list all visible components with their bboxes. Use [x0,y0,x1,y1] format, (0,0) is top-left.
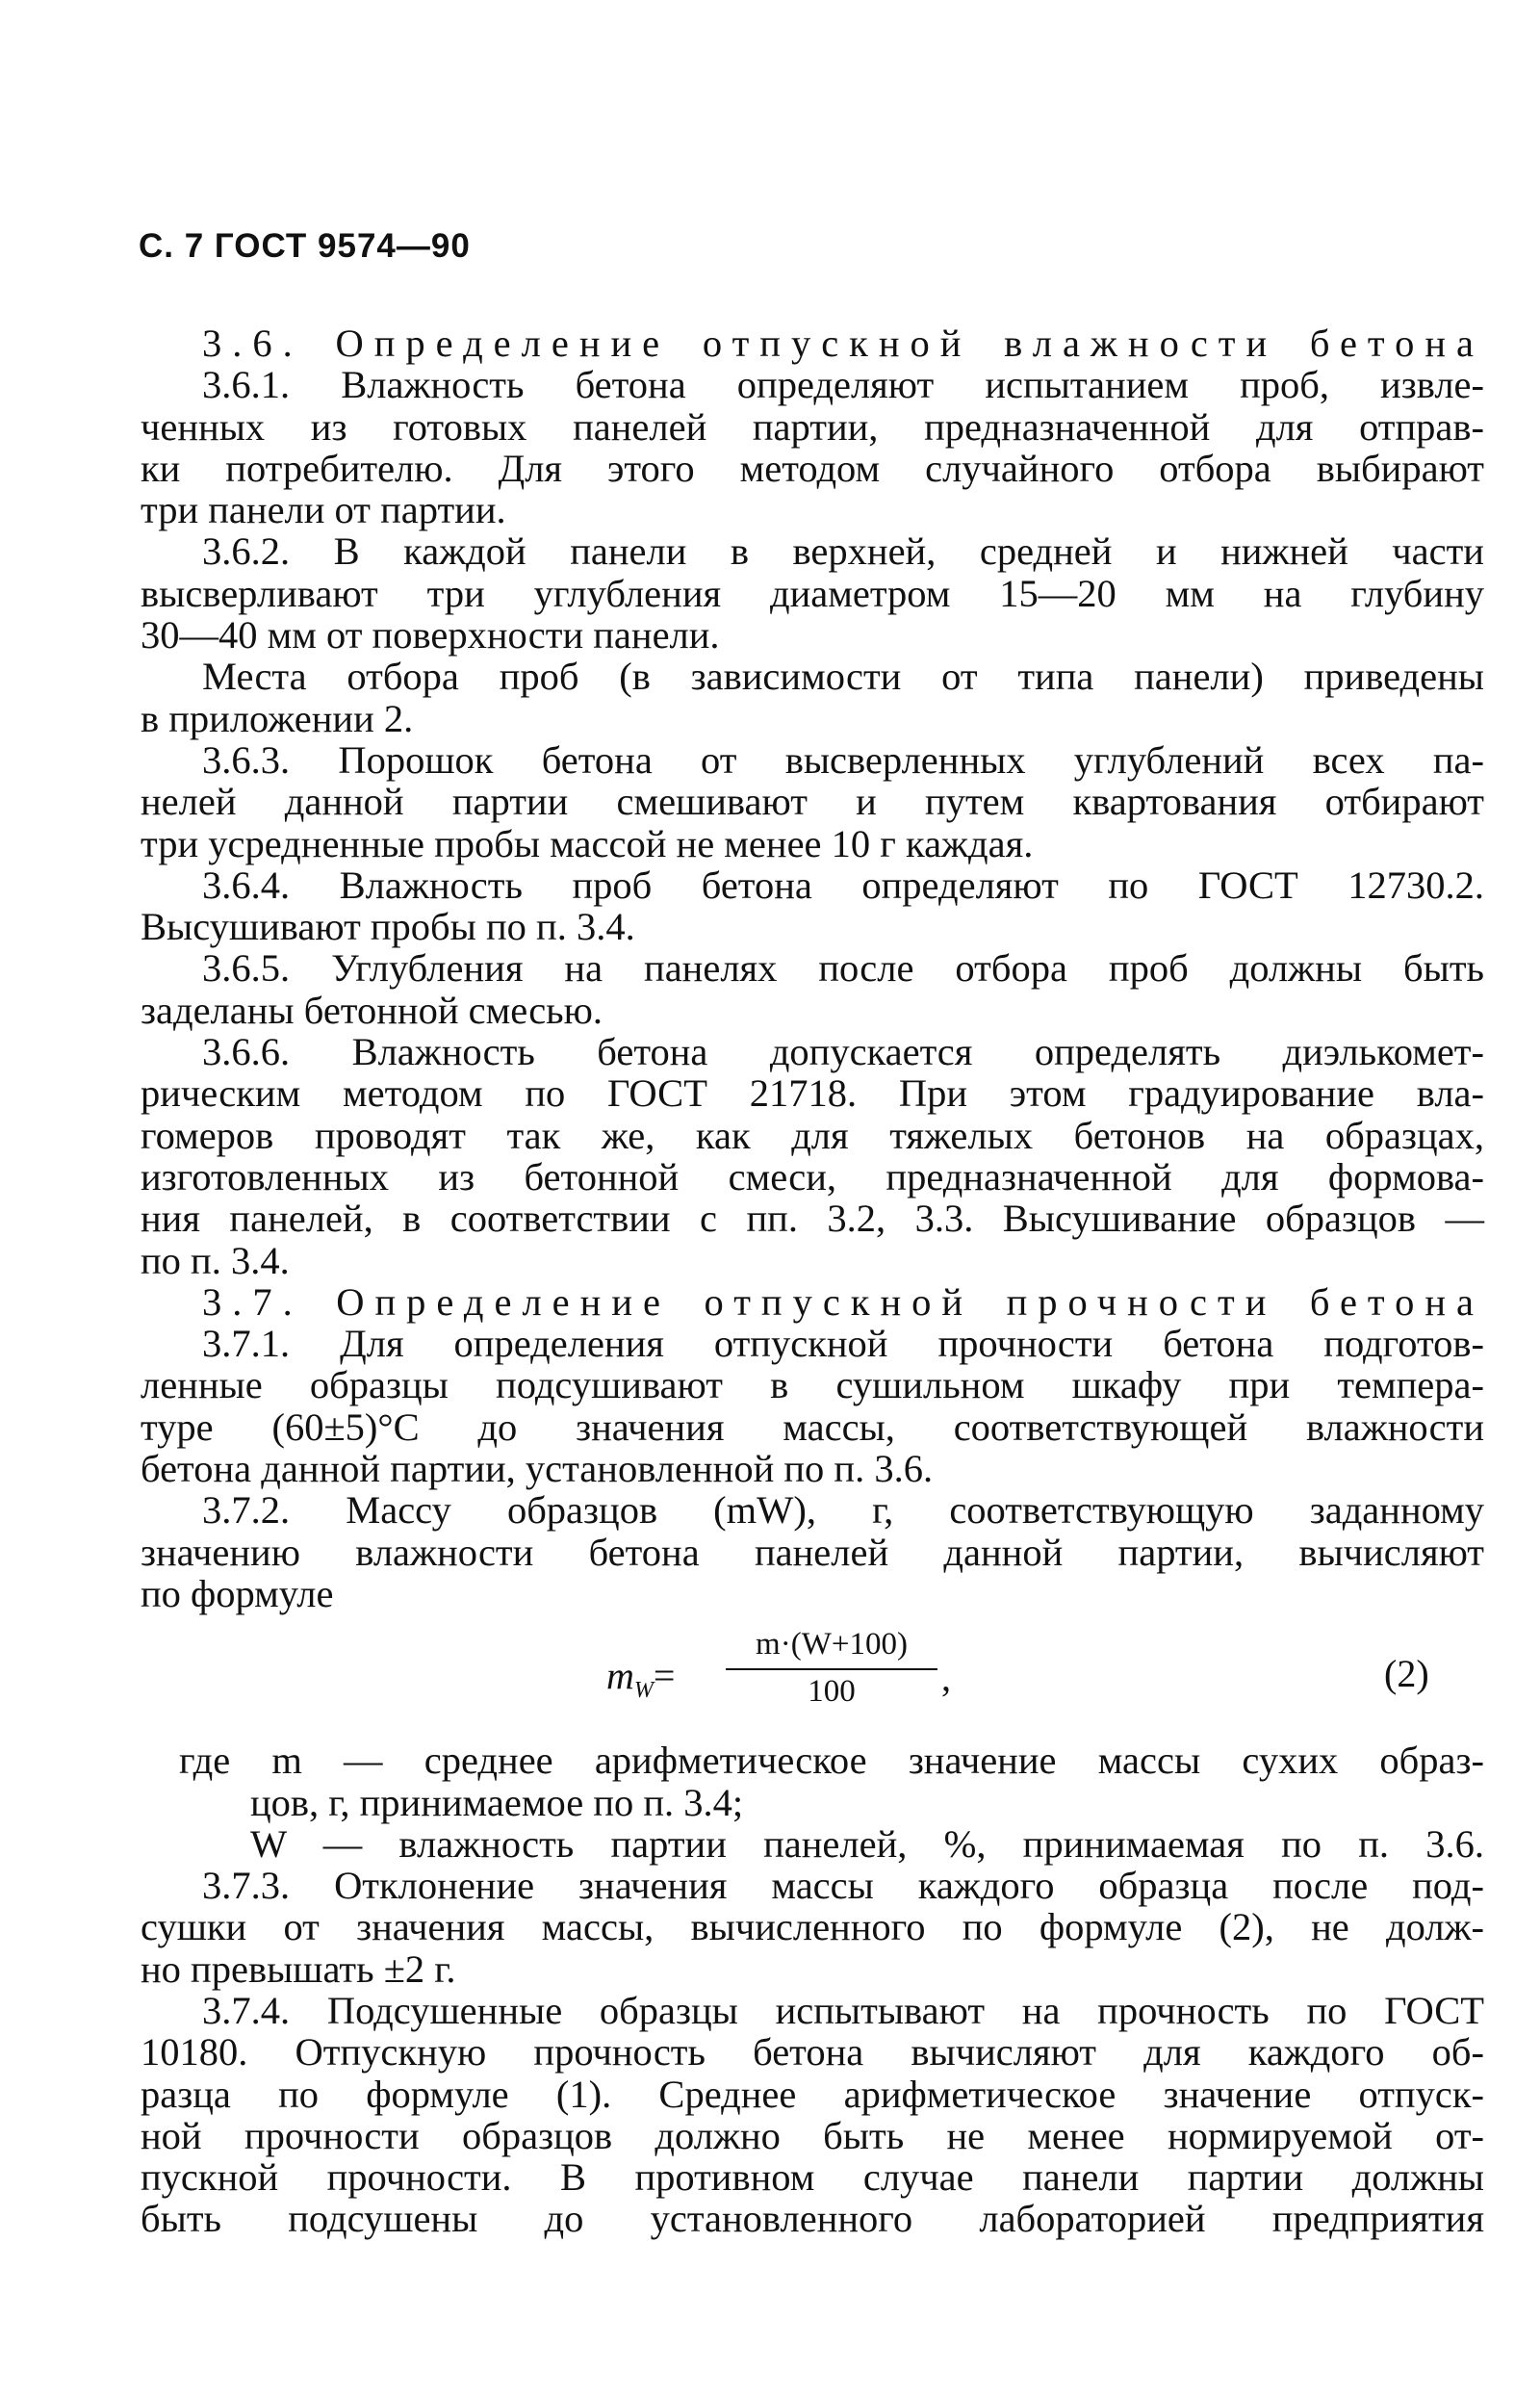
text-line: нелей данной партии смешивают и путем квартования отбирают [141,780,1484,824]
text-line: 3.7.1. Для определения отпускной прочности бетона подготов- [202,1322,1484,1366]
text-line: 3.6.2. В каждой панели в верхней, средней и нижней части [202,529,1484,574]
text-line: три панели от партии. [141,488,506,532]
formula-comma: , [941,1656,951,1700]
formula-2 [141,1614,1484,1740]
formula-number: (2) [1384,1652,1429,1696]
text-line: рическим методом по ГОСТ 21718. При этом градуирование вла- [141,1071,1484,1116]
text-line: заделаны бетонной смесью. [141,988,603,1032]
text-line: изготовленных из бетонной смеси, предназначенной для формова- [141,1154,1484,1198]
text-line: ченных из готовых панелей партии, предназначенной для отправ- [141,404,1484,449]
text-line: 3.7.2. Массу образцов (mW), г, соответствующую заданному [202,1488,1484,1533]
text-line: быть подсушены до установленного лабораторией предприятия [141,2197,1484,2241]
text-line: пускной прочности. В противном случае панели партии должны [141,2155,1484,2200]
text-line: сушки от значения массы, вычисленного по формуле (2), не долж- [141,1905,1484,1949]
text-line: но превышать ±2 г. [141,1946,456,1991]
section-heading-3-7: 3.7. Определение отпускной прочности бетона [202,1279,1484,1324]
text-line: 3.7.3. Отклонение значения массы каждого образца после под- [202,1864,1484,1908]
text-line: по формуле [141,1571,334,1615]
section-heading-3-6: 3.6. Определение отпускной влажности бетона [202,322,1484,365]
text-line: ния панелей, в соответствии с пп. 3.2, 3.3. Высушивание образцов — [141,1197,1484,1241]
text-line: Высушивают пробы по п. 3.4. [141,905,635,949]
formula-fraction [726,1624,937,1713]
text-line: где m — среднее арифметическое значение массы сухих образ- [179,1739,1484,1783]
text-line: 3.6.5. Углубления на панелях после отбора проб должны быть [202,946,1484,991]
text-line: 30—40 мм от поверхности панели. [141,613,720,657]
text-line: по п. 3.4. [141,1238,290,1282]
text-line: 3.7.4. Подсушенные образцы испытывают на прочность по ГОСТ [202,1988,1484,2032]
text-line: 10180. Отпускную прочность бетона вычисляют для каждого об- [141,2030,1484,2075]
text-line: 3.6.1. Влажность бетона определяют испытанием проб, извле- [202,363,1484,407]
text-line: ленные образцы подсушивают в сушильном шкафу при темпера- [141,1363,1484,1407]
formula-denominator: 100 [808,1674,856,1710]
text-line: три усредненные пробы массой не менее 10 г каждая. [141,821,1034,865]
formula-numerator: m·(W+100) [726,1624,937,1670]
page-header: С. 7 ГОСТ 9574—90 [139,227,471,265]
text-line: гомеров проводят так же, как для тяжелых бетонов на образцах, [141,1113,1484,1157]
text-line: туре (60±5)°C до значения массы, соответствующей влажности [141,1405,1484,1449]
text-line: 3.6.6. Влажность бетона допускается определять диэлькомет- [202,1030,1484,1074]
text-line: значению влажности бетона панелей данной партии, вычисляют [141,1530,1484,1574]
formula-lhs: $m_W=$ [606,1654,676,1704]
text-line: ки потребителю. Для этого методом случайного отбора выбирают [141,446,1484,490]
text-line: разца по формуле (1). Среднее арифметическое значение отпуск- [141,2072,1484,2116]
text-line: W — влажность партии панелей, %, принимаемая по п. 3.6. [250,1821,1484,1866]
text-line: 3.6.3. Порошок бетона от высверленных углублений всех па- [202,737,1484,782]
text-line: 3.6.4. Влажность проб бетона определяют по ГОСТ 12730.2. [202,863,1484,907]
text-line: в приложении 2. [141,696,414,740]
body-text [141,322,1484,2240]
text-line: Места отбора проб (в зависимости от типа панели) приведены [202,655,1484,699]
text-line: бетона данной партии, установленной по п. 3.6. [141,1447,934,1491]
text-line: цов, г, принимаемое по п. 3.4; [250,1780,744,1824]
text-line: ной прочности образцов должно быть не менее нормируемой от- [141,2113,1484,2157]
text-line: высверливают три углубления диаметром 15—20 мм на глубину [141,571,1484,615]
